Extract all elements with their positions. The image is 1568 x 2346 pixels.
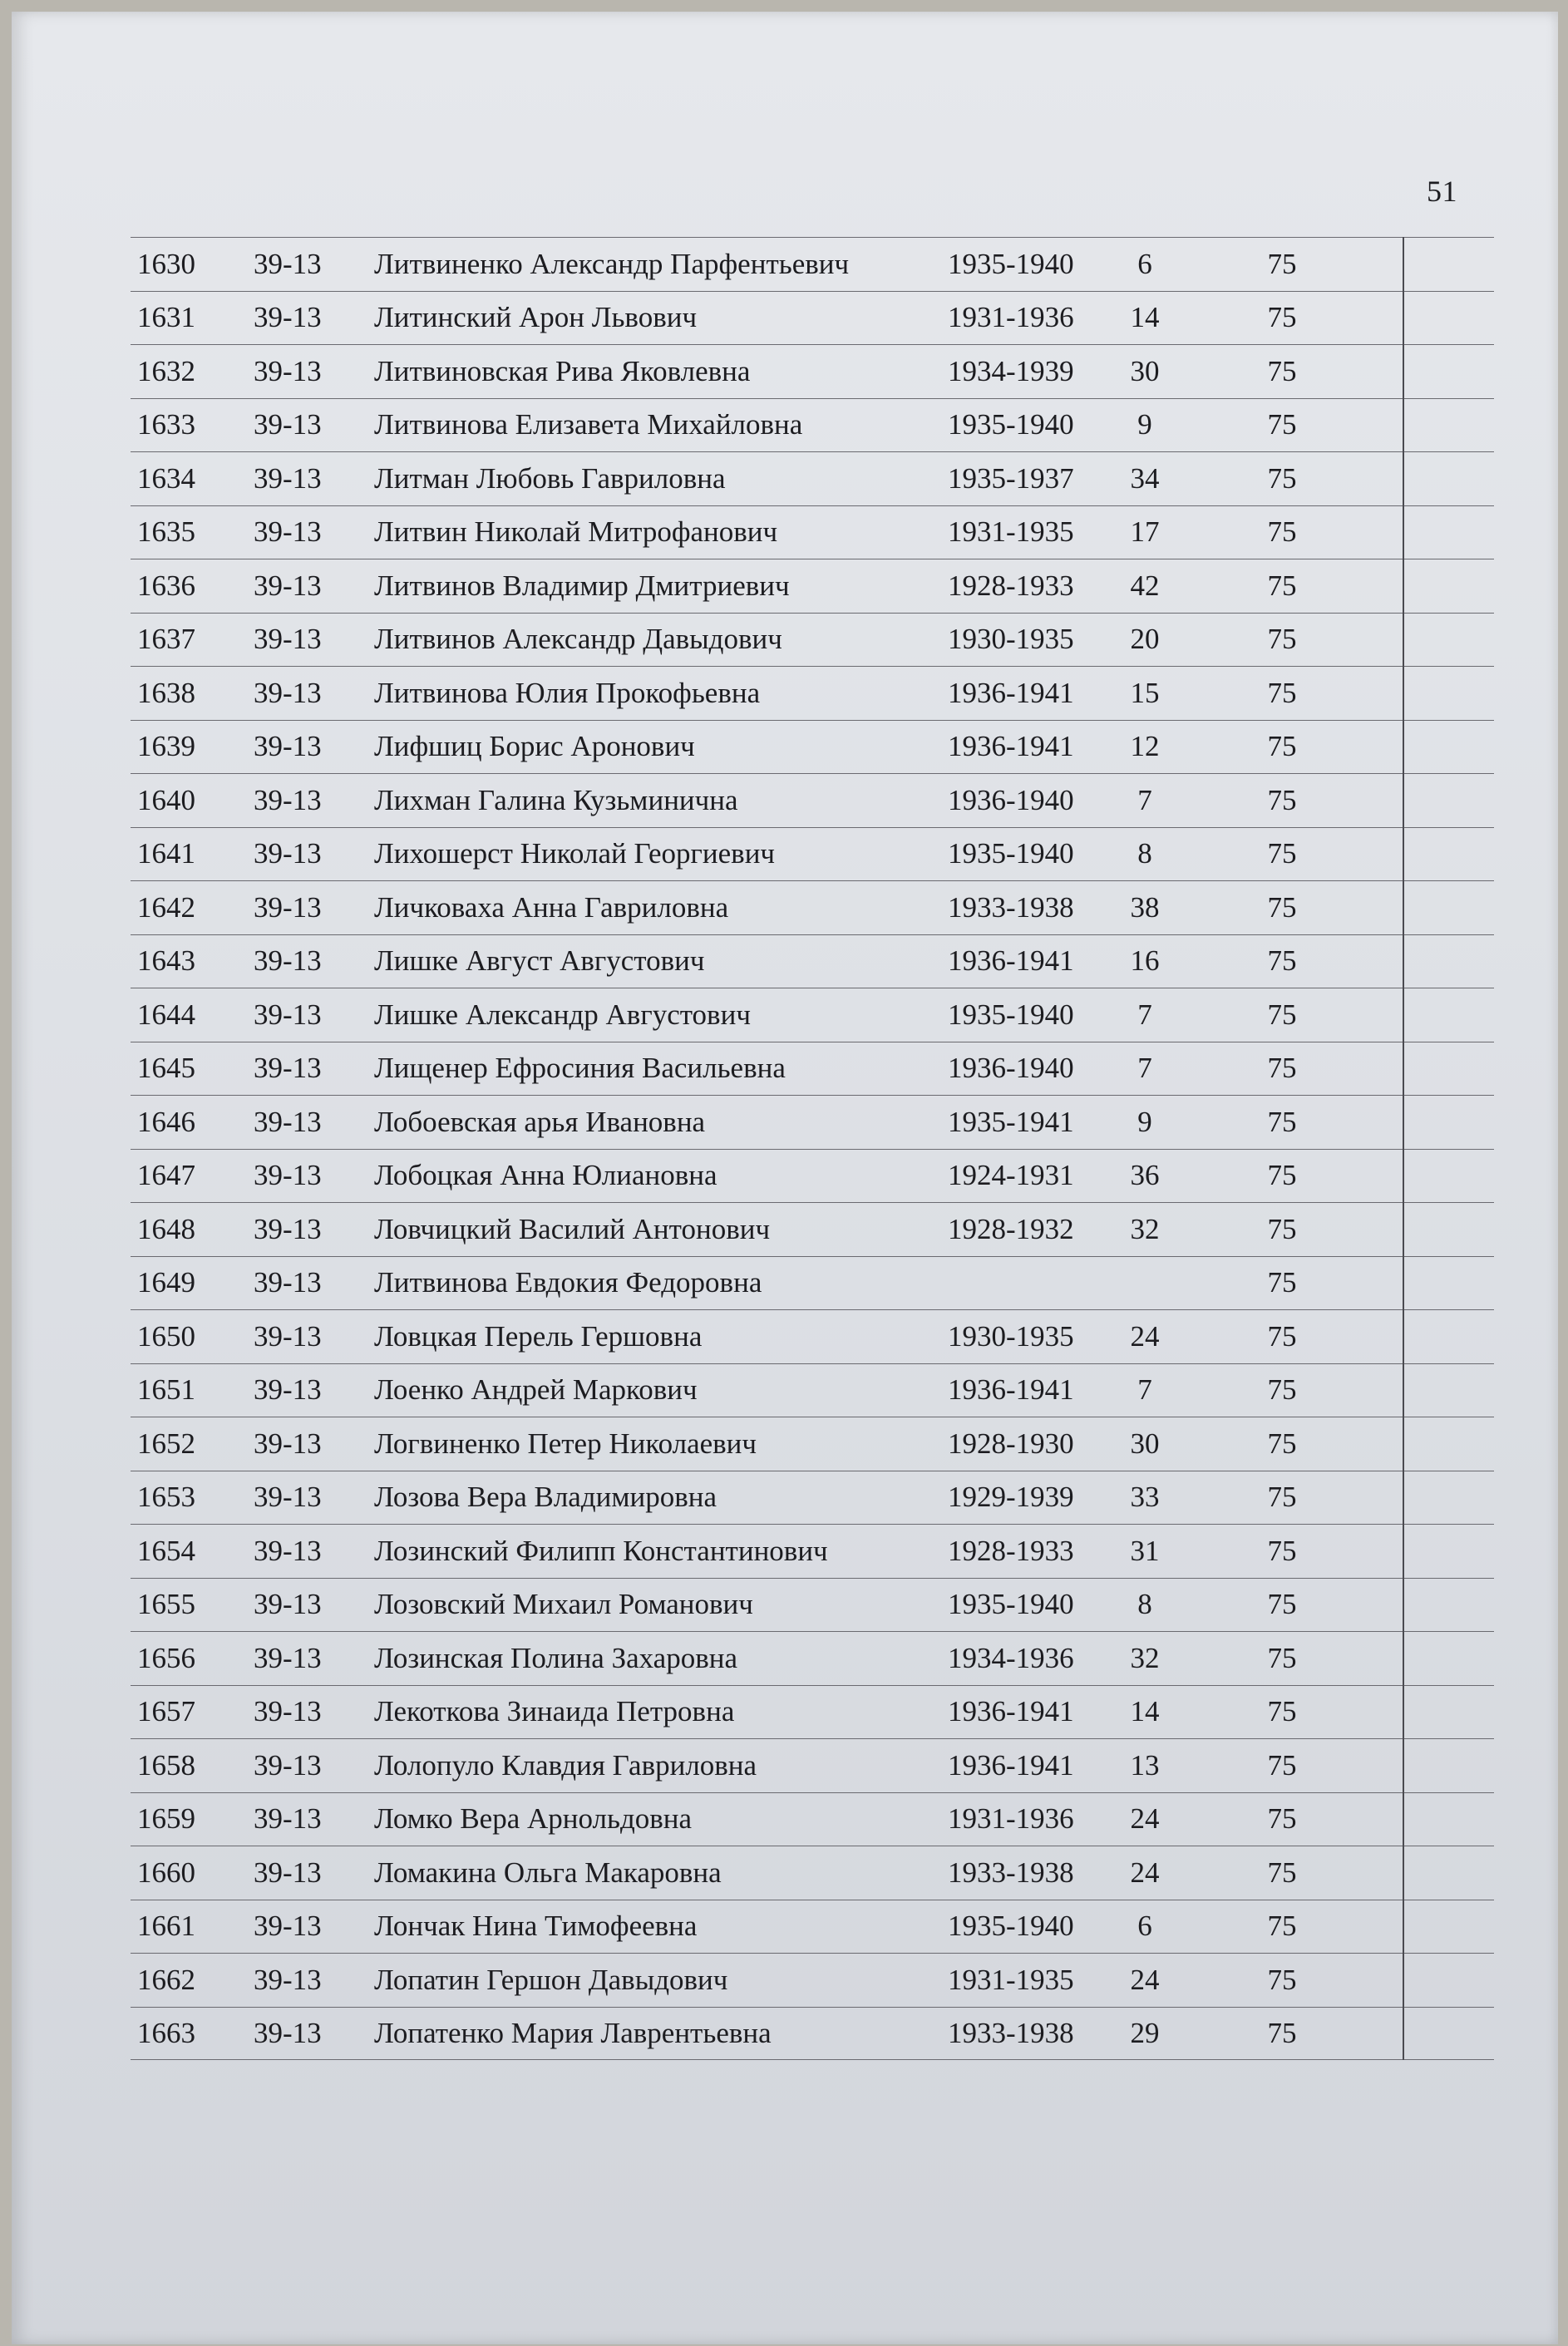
record-code: 39-13 (254, 1159, 322, 1192)
record-count: 34 (1130, 461, 1160, 495)
record-code: 39-13 (254, 1266, 322, 1299)
record-count: 7 (1137, 1052, 1152, 1085)
record-term: 75 (1267, 1534, 1297, 1567)
record-number: 1661 (137, 1910, 195, 1943)
record-term: 75 (1267, 1266, 1297, 1299)
record-code: 39-13 (254, 301, 322, 334)
record-number: 1653 (137, 1481, 195, 1514)
record-years: 1931-1935 (948, 1963, 1074, 1996)
record-code: 39-13 (254, 890, 322, 924)
record-count: 9 (1137, 1105, 1152, 1138)
record-code: 39-13 (254, 1641, 322, 1674)
record-term: 75 (1267, 1212, 1297, 1245)
record-years: 1936-1941 (948, 1373, 1074, 1407)
record-years: 1931-1935 (948, 515, 1074, 549)
record-years: 1933-1938 (948, 2016, 1074, 2049)
record-count: 30 (1130, 1427, 1160, 1460)
record-count: 24 (1130, 1319, 1160, 1353)
table-row (131, 505, 1494, 559)
record-number: 1637 (137, 623, 195, 656)
record-number: 1643 (137, 944, 195, 978)
record-years: 1936-1941 (948, 676, 1074, 709)
record-years: 1935-1940 (948, 998, 1074, 1031)
record-count: 17 (1130, 515, 1160, 549)
record-code: 39-13 (254, 623, 322, 656)
record-code: 39-13 (254, 1963, 322, 1996)
record-term: 75 (1267, 783, 1297, 816)
record-years: 1936-1940 (948, 783, 1074, 816)
table-row (131, 1417, 1494, 1471)
record-count: 33 (1130, 1481, 1160, 1514)
record-term: 75 (1267, 944, 1297, 978)
record-years: 1936-1941 (948, 1748, 1074, 1782)
record-count (1112, 1257, 1178, 1310)
record-number: 1658 (137, 1748, 195, 1782)
record-years: 1928-1933 (948, 1534, 1074, 1567)
record-code: 39-13 (254, 247, 322, 280)
table-row (131, 1471, 1494, 1525)
record-name: Лобоцкая Анна Юлиановна (374, 1159, 717, 1192)
table-row (131, 1900, 1494, 1954)
record-years: 1928-1932 (948, 1212, 1074, 1245)
record-count: 31 (1130, 1534, 1160, 1567)
record-term: 75 (1267, 676, 1297, 709)
record-number: 1650 (137, 1319, 195, 1353)
record-term: 75 (1267, 2016, 1297, 2049)
record-years: 1935-1937 (948, 461, 1074, 495)
record-term: 75 (1267, 1373, 1297, 1407)
table-row (131, 1792, 1494, 1846)
record-name: Литвинова Евдокия Федоровна (374, 1266, 762, 1299)
record-count: 9 (1137, 408, 1152, 441)
record-name: Лопатин Гершон Давыдович (374, 1963, 728, 1996)
record-code: 39-13 (254, 1534, 322, 1567)
record-count: 8 (1137, 1588, 1152, 1621)
record-years: 1934-1936 (948, 1641, 1074, 1674)
record-years: 1931-1936 (948, 301, 1074, 334)
record-number: 1644 (137, 998, 195, 1031)
record-number: 1655 (137, 1588, 195, 1621)
record-number: 1651 (137, 1373, 195, 1407)
record-code: 39-13 (254, 1588, 322, 1621)
table-row (131, 237, 1494, 291)
table-row (131, 934, 1494, 988)
record-years: 1933-1938 (948, 1856, 1074, 1889)
record-term: 75 (1267, 1159, 1297, 1192)
record-code: 39-13 (254, 569, 322, 602)
record-count: 24 (1130, 1963, 1160, 1996)
table-row (131, 666, 1494, 720)
table-row (131, 1846, 1494, 1900)
record-term: 75 (1267, 247, 1297, 280)
record-years: 1924-1931 (948, 1159, 1074, 1192)
table-row (131, 1256, 1494, 1310)
record-code: 39-13 (254, 1748, 322, 1782)
table-row (131, 1042, 1494, 1096)
record-code: 39-13 (254, 1373, 322, 1407)
record-years: 1935-1940 (948, 408, 1074, 441)
record-count: 30 (1130, 354, 1160, 387)
record-term: 75 (1267, 1052, 1297, 1085)
record-years: 1935-1940 (948, 247, 1074, 280)
record-count: 15 (1130, 676, 1160, 709)
record-name: Лишке Александр Августович (374, 998, 751, 1031)
record-count: 42 (1130, 569, 1160, 602)
record-number: 1635 (137, 515, 195, 549)
record-number: 1645 (137, 1052, 195, 1085)
record-code: 39-13 (254, 1481, 322, 1514)
record-term: 75 (1267, 1695, 1297, 1728)
record-term: 75 (1267, 1963, 1297, 1996)
record-number: 1631 (137, 301, 195, 334)
record-number: 1642 (137, 890, 195, 924)
record-term: 75 (1267, 730, 1297, 763)
record-number: 1646 (137, 1105, 195, 1138)
record-count: 7 (1137, 783, 1152, 816)
record-term: 75 (1267, 1910, 1297, 1943)
record-number: 1634 (137, 461, 195, 495)
record-number: 1663 (137, 2016, 195, 2049)
record-years: 1935-1940 (948, 837, 1074, 870)
record-term: 75 (1267, 461, 1297, 495)
record-count: 29 (1130, 2016, 1160, 2049)
record-years: 1928-1930 (948, 1427, 1074, 1460)
record-number: 1640 (137, 783, 195, 816)
table-row (131, 880, 1494, 934)
table-row (131, 344, 1494, 398)
record-name: Ломакина Ольга Макаровна (374, 1856, 722, 1889)
table-row (131, 1738, 1494, 1792)
record-number: 1652 (137, 1427, 195, 1460)
record-count: 7 (1137, 998, 1152, 1031)
record-name: Лончак Нина Тимофеевна (374, 1910, 698, 1943)
record-number: 1659 (137, 1802, 195, 1836)
record-count: 12 (1130, 730, 1160, 763)
record-name: Литвинов Александр Давыдович (374, 623, 782, 656)
record-count: 6 (1137, 1910, 1152, 1943)
record-count: 6 (1137, 247, 1152, 280)
record-code: 39-13 (254, 1802, 322, 1836)
record-count: 16 (1130, 944, 1160, 978)
record-name: Ловчицкий Василий Антонович (374, 1212, 771, 1245)
record-number: 1636 (137, 569, 195, 602)
record-name: Литвин Николай Митрофанович (374, 515, 778, 549)
record-number: 1654 (137, 1534, 195, 1567)
record-term: 75 (1267, 1748, 1297, 1782)
record-years: 1931-1936 (948, 1802, 1074, 1836)
record-term: 75 (1267, 1427, 1297, 1460)
record-number: 1660 (137, 1856, 195, 1889)
record-years: 1930-1935 (948, 1319, 1074, 1353)
record-code: 39-13 (254, 837, 322, 870)
table-row (131, 1685, 1494, 1739)
record-number: 1638 (137, 676, 195, 709)
record-code: 39-13 (254, 730, 322, 763)
record-years: 1934-1939 (948, 354, 1074, 387)
record-name: Личковаха Анна Гавриловна (374, 890, 729, 924)
record-number: 1641 (137, 837, 195, 870)
record-number: 1648 (137, 1212, 195, 1245)
record-years: 1933-1938 (948, 890, 1074, 924)
record-count: 13 (1130, 1748, 1160, 1782)
record-years: 1936-1940 (948, 1052, 1074, 1085)
record-code: 39-13 (254, 515, 322, 549)
table-row (131, 559, 1494, 613)
record-years: 1935-1940 (948, 1910, 1074, 1943)
table-row (131, 1095, 1494, 1149)
record-name: Лозовский Михаил Романович (374, 1588, 753, 1621)
record-name: Логвиненко Петер Николаевич (374, 1427, 757, 1460)
record-years: 1929-1939 (948, 1481, 1074, 1514)
table-row (131, 451, 1494, 505)
record-term: 75 (1267, 569, 1297, 602)
records-table (131, 237, 1494, 2060)
record-number: 1639 (137, 730, 195, 763)
record-term: 75 (1267, 1588, 1297, 1621)
record-count: 32 (1130, 1641, 1160, 1674)
record-count: 36 (1130, 1159, 1160, 1192)
record-code: 39-13 (254, 998, 322, 1031)
record-number: 1662 (137, 1963, 195, 1996)
record-years: 1930-1935 (948, 623, 1074, 656)
record-count: 38 (1130, 890, 1160, 924)
record-number: 1633 (137, 408, 195, 441)
table-row (131, 613, 1494, 667)
record-code: 39-13 (254, 2016, 322, 2049)
record-name: Лифшиц Борис Аронович (374, 730, 695, 763)
table-row (131, 1202, 1494, 1256)
table-row (131, 720, 1494, 774)
record-number: 1647 (137, 1159, 195, 1192)
record-count: 14 (1130, 1695, 1160, 1728)
record-years: 1936-1941 (948, 1695, 1074, 1728)
record-term: 75 (1267, 1641, 1297, 1674)
record-term: 75 (1267, 1481, 1297, 1514)
table-row (131, 1578, 1494, 1632)
record-count: 24 (1130, 1802, 1160, 1836)
record-name: Лекоткова Зинаида Петровна (374, 1695, 735, 1728)
table-row (131, 2007, 1494, 2061)
record-years: 1936-1941 (948, 944, 1074, 978)
record-term: 75 (1267, 1802, 1297, 1836)
record-name: Лоенко Андрей Маркович (374, 1373, 698, 1407)
record-code: 39-13 (254, 408, 322, 441)
record-count: 32 (1130, 1212, 1160, 1245)
table-row (131, 827, 1494, 881)
record-code: 39-13 (254, 354, 322, 387)
record-code: 39-13 (254, 1105, 322, 1138)
record-term: 75 (1267, 623, 1297, 656)
record-number: 1657 (137, 1695, 195, 1728)
table-row (131, 291, 1494, 345)
record-code: 39-13 (254, 783, 322, 816)
record-number: 1649 (137, 1266, 195, 1299)
page-number: 51 (1427, 175, 1457, 208)
record-number: 1632 (137, 354, 195, 387)
record-name: Лихошерст Николай Георгиевич (374, 837, 776, 870)
table-row (131, 773, 1494, 827)
right-column-divider (1403, 237, 1404, 2060)
table-row (131, 1524, 1494, 1578)
record-term: 75 (1267, 515, 1297, 549)
table-row (131, 1149, 1494, 1203)
record-code: 39-13 (254, 1695, 322, 1728)
record-term: 75 (1267, 1105, 1297, 1138)
record-code: 39-13 (254, 1427, 322, 1460)
record-number: 1630 (137, 247, 195, 280)
record-count: 20 (1130, 623, 1160, 656)
record-term: 75 (1267, 354, 1297, 387)
record-name: Литинский Арон Львович (374, 301, 698, 334)
record-code: 39-13 (254, 1910, 322, 1943)
record-name: Лозинская Полина Захаровна (374, 1641, 738, 1674)
record-code: 39-13 (254, 1212, 322, 1245)
record-name: Лозинский Филипп Константинович (374, 1534, 828, 1567)
record-name: Лищенер Ефросиния Васильевна (374, 1052, 786, 1085)
record-term: 75 (1267, 408, 1297, 441)
record-code: 39-13 (254, 1856, 322, 1889)
record-name: Литвинов Владимир Дмитриевич (374, 569, 790, 602)
record-name: Литвиненко Александр Парфентьевич (374, 247, 850, 280)
record-name: Лолопуло Клавдия Гавриловна (374, 1748, 757, 1782)
record-name: Ловцкая Перель Гершовна (374, 1319, 703, 1353)
record-name: Ломко Вера Арнольдовна (374, 1802, 693, 1836)
record-term: 75 (1267, 998, 1297, 1031)
record-term: 75 (1267, 837, 1297, 870)
record-name: Лишке Август Августович (374, 944, 705, 978)
record-code: 39-13 (254, 461, 322, 495)
table-row (131, 1953, 1494, 2007)
record-code: 39-13 (254, 944, 322, 978)
record-name: Лопатенко Мария Лаврентьевна (374, 2016, 772, 2049)
record-name: Литвинова Елизавета Михайловна (374, 408, 803, 441)
record-term: 75 (1267, 890, 1297, 924)
record-years: 1935-1940 (948, 1588, 1074, 1621)
record-count: 24 (1130, 1856, 1160, 1889)
table-row (131, 1631, 1494, 1685)
record-name: Лобоевская арья Ивановна (374, 1105, 706, 1138)
record-term: 75 (1267, 1856, 1297, 1889)
record-code: 39-13 (254, 676, 322, 709)
record-number: 1656 (137, 1641, 195, 1674)
record-term: 75 (1267, 1319, 1297, 1353)
record-years: 1928-1933 (948, 569, 1074, 602)
table-row (131, 1309, 1494, 1363)
table-row (131, 398, 1494, 452)
record-count: 7 (1137, 1373, 1152, 1407)
record-term: 75 (1267, 301, 1297, 334)
record-code: 39-13 (254, 1052, 322, 1085)
record-code: 39-13 (254, 1319, 322, 1353)
record-name: Литвинова Юлия Прокофьевна (374, 676, 761, 709)
record-count: 8 (1137, 837, 1152, 870)
record-years: 1935-1941 (948, 1105, 1074, 1138)
record-years: 1936-1941 (948, 730, 1074, 763)
record-name: Литман Любовь Гавриловна (374, 461, 726, 495)
table-row (131, 1363, 1494, 1417)
record-name: Лихман Галина Кузьминична (374, 783, 738, 816)
table-row (131, 988, 1494, 1042)
record-count: 14 (1130, 301, 1160, 334)
record-name: Литвиновская Рива Яковлевна (374, 354, 751, 387)
record-name: Лозова Вера Владимировна (374, 1481, 717, 1514)
